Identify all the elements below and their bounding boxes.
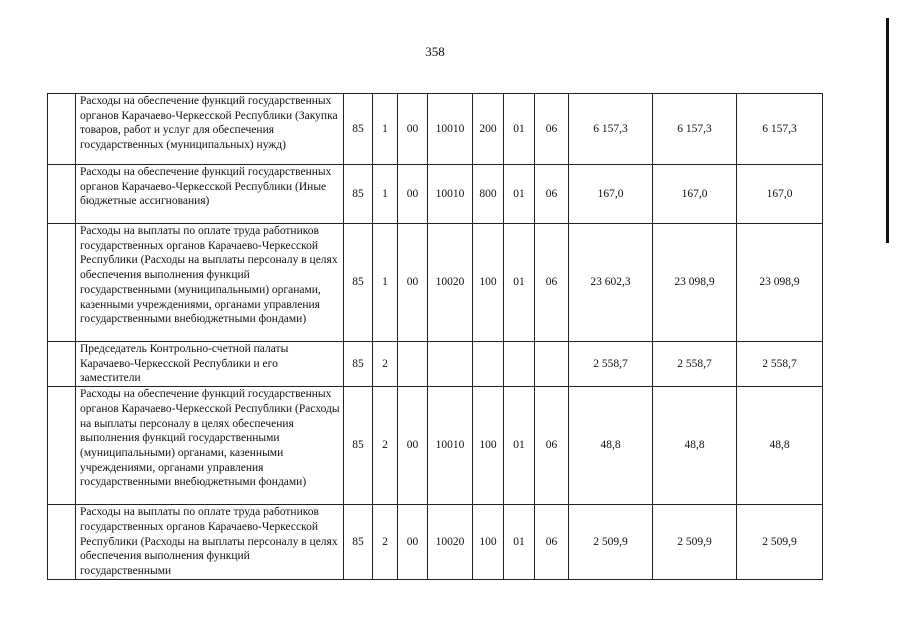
code-cell: 85 [344,224,373,342]
index-cell [48,387,76,505]
table-row [48,387,823,505]
code-cell: 06 [535,165,569,224]
amount-cell: 6 157,3 [737,94,823,165]
code-cell: 06 [535,505,569,580]
code-cell: 00 [398,505,428,580]
amount-cell: 2 558,7 [737,342,823,387]
code-cell: 06 [535,224,569,342]
code-cell: 01 [504,94,535,165]
code-cell: 00 [398,94,428,165]
code-cell: 800 [473,165,504,224]
table-row [48,505,823,580]
amount-cell: 6 157,3 [653,94,737,165]
amount-cell: 2 509,9 [737,505,823,580]
code-cell: 85 [344,505,373,580]
row-description: Расходы на обеспечение функций государственных органов Карачаево-Черкесской Республики (Расходы на выплаты персоналу в целях обеспечения выполнения функций государственными (муниципальными) органами, казенными учреждениями, органами управления государственными внебюджетными фондами) [76,387,344,505]
row-description: Расходы на обеспечение функций государственных органов Карачаево-Черкесской Республики (Закупка товаров, работ и услуг для обеспечения государственных (муниципальных) нужд) [76,94,344,165]
code-cell [398,342,428,387]
code-cell: 01 [504,224,535,342]
amount-cell: 167,0 [569,165,653,224]
amount-cell: 23 602,3 [569,224,653,342]
code-cell: 01 [504,505,535,580]
amount-cell: 48,8 [569,387,653,505]
index-cell [48,165,76,224]
table-row [48,342,823,387]
code-cell: 10010 [428,387,473,505]
index-cell [48,342,76,387]
index-cell [48,94,76,165]
budget-table [47,93,823,580]
code-cell: 85 [344,165,373,224]
code-cell: 2 [373,342,398,387]
amount-cell: 2 509,9 [653,505,737,580]
code-cell [504,342,535,387]
amount-cell: 6 157,3 [569,94,653,165]
amount-cell: 2 509,9 [569,505,653,580]
code-cell: 10020 [428,505,473,580]
index-cell [48,224,76,342]
code-cell: 10010 [428,165,473,224]
row-description: Расходы на выплаты по оплате труда работников государственных органов Карачаево-Черкесской Республики (Расходы на выплаты персоналу в целях обеспечения выполнения функций государственными (муниципальными) органами, казенными учреждениями, органами управления государственными внебюджетными фондами) [76,224,344,342]
code-cell: 00 [398,387,428,505]
code-cell: 1 [373,224,398,342]
code-cell [473,342,504,387]
code-cell: 00 [398,165,428,224]
amount-cell: 2 558,7 [569,342,653,387]
amount-cell: 23 098,9 [653,224,737,342]
amount-cell: 167,0 [737,165,823,224]
row-description: Расходы на выплаты по оплате труда работников государственных органов Карачаево-Черкесской Республики (Расходы на выплаты персоналу в целях обеспечения выполнения функций государственными [76,505,344,580]
code-cell: 10020 [428,224,473,342]
code-cell: 10010 [428,94,473,165]
code-cell [428,342,473,387]
code-cell: 100 [473,387,504,505]
code-cell [535,342,569,387]
amount-cell: 2 558,7 [653,342,737,387]
code-cell: 100 [473,505,504,580]
table-row [48,94,823,165]
code-cell: 06 [535,94,569,165]
index-cell [48,505,76,580]
amount-cell: 48,8 [737,387,823,505]
amount-cell: 48,8 [653,387,737,505]
code-cell: 2 [373,505,398,580]
table-row [48,165,823,224]
table-row [48,224,823,342]
amount-cell: 23 098,9 [737,224,823,342]
page-number: 358 [425,44,445,59]
code-cell: 1 [373,165,398,224]
code-cell: 06 [535,387,569,505]
code-cell: 01 [504,387,535,505]
amount-cell: 167,0 [653,165,737,224]
scan-edge-mark [886,18,889,243]
code-cell: 200 [473,94,504,165]
code-cell: 00 [398,224,428,342]
row-description: Расходы на обеспечение функций государственных органов Карачаево-Черкесской Республики (Иные бюджетные ассигнования) [76,165,344,224]
code-cell: 1 [373,94,398,165]
code-cell: 85 [344,342,373,387]
code-cell: 85 [344,387,373,505]
code-cell: 01 [504,165,535,224]
code-cell: 2 [373,387,398,505]
code-cell: 100 [473,224,504,342]
row-description: Председатель Контрольно-счетной палаты Карачаево-Черкесской Республики и его заместители [76,342,344,387]
code-cell: 85 [344,94,373,165]
